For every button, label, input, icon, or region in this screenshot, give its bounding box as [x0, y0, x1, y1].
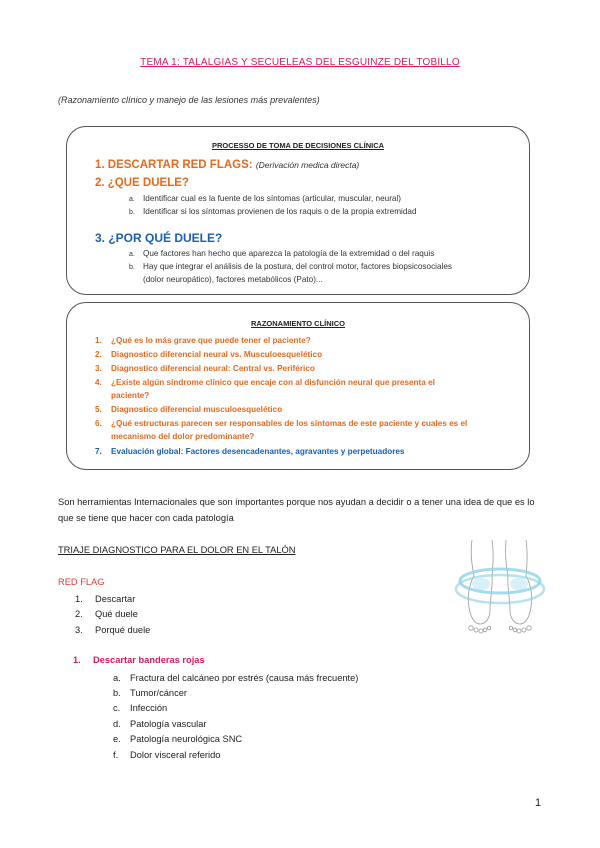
page-subtitle: (Razonamiento clínico y manejo de las lesiones más prevalentes): [58, 95, 320, 105]
step-why-hurts: 3. ¿POR QUÉ DUELE?: [95, 231, 223, 245]
decision-process-box: [66, 126, 530, 295]
red-flag-sub-item: e. Patología neurológica SNC: [113, 734, 243, 744]
decision-process-heading: PROCESSO DE TOMA DE DECISIONES CLÍNICA: [211, 141, 385, 150]
red-flag-sub-item: f. Dolor visceral referido: [113, 750, 221, 760]
reasoning-item: paciente?: [111, 391, 150, 400]
step-discard-label: 1. DESCARTAR RED FLAGS:: [95, 159, 253, 171]
step-what-hurts: 2. ¿QUE DUELE?: [95, 177, 189, 189]
reasoning-item: 3. Diagnostico diferencial neural: Central vs. Periférico: [95, 364, 315, 373]
clinical-reasoning-box: [66, 302, 530, 470]
step-discard-note: (Derivación medica directa): [255, 160, 360, 170]
red-flag-sub-item: b. Tumor/cáncer: [113, 688, 188, 698]
reasoning-item: 4. ¿Existe algún síndrome clínico que encaje con al disfunción neural que presenta el: [95, 378, 435, 387]
red-flag-item: 1. Descartar: [75, 594, 136, 604]
reasoning-item: mecanismo del dolor predominante?: [111, 432, 255, 441]
why-hurts-continuation: (dolor neuropático), factores metabólicos (Pato)...: [143, 275, 323, 284]
reasoning-item: 2. Diagnostico diferencial neural vs. Musculoesquelético: [95, 350, 323, 359]
what-hurts-sub-b: b. Identificar si los síntomas provienen de los raquis o de la propia extremidad: [129, 207, 417, 216]
page-number: 1: [535, 797, 542, 809]
red-flag-item: 2. Qué duele: [75, 609, 138, 619]
section-discard-red-flags: 1. Descartar banderas rojas: [73, 655, 205, 665]
reasoning-item: 7. Evaluación global: Factores desencadenantes, agravantes y perpetuadores: [95, 447, 405, 456]
triage-heading: TRIAJE DIAGNOSTICO PARA EL DOLOR EN EL TALÓN: [58, 545, 296, 555]
reasoning-item: 6. ¿Qué estructuras parecen ser responsables de los síntomas de este paciente y cuales es el: [95, 419, 468, 428]
what-hurts-sub-a: a. Identificar cual es la fuente de los síntomas (articular, muscular, neural): [129, 194, 402, 203]
page-title: TEMA 1: TALALGIAS Y SECUELEAS DEL ESGUINZE DEL TOBILLO: [140, 57, 460, 68]
why-hurts-sub-b: b. Hay que integrar el análisis de la postura, del control motor, factores biopsicosociales: [129, 262, 453, 271]
red-flag-heading: RED FLAG: [58, 577, 105, 587]
red-flag-sub-item: a. Fractura del calcáneo por estrés (causa más frecuente): [113, 673, 359, 683]
red-flag-sub-item: d. Patología vascular: [113, 719, 207, 729]
why-hurts-sub-a: a. Que factores han hecho que aparezca la patología de la extremidad o del raquis: [129, 249, 435, 258]
step-discard-red-flags: [95, 159, 359, 171]
heel-feet-illustration: [450, 538, 550, 638]
red-flag-item: 3. Porqué duele: [75, 625, 151, 635]
reasoning-item: 1. ¿Qué es lo más grave que puede tener el paciente?: [95, 336, 311, 345]
clinical-reasoning-heading: RAZONAMIENTO CLÍNICO: [250, 319, 346, 328]
intro-paragraph: Son herramientas Internacionales que son importantes porque nos ayudan a decidir o a tener una idea de que es lo que se tiene que hacer con cada patología: [58, 497, 535, 523]
reasoning-item: 5. Diagnostico diferencial musculoesquelético: [95, 405, 283, 414]
red-flag-sub-item: c. Infección: [113, 703, 168, 713]
